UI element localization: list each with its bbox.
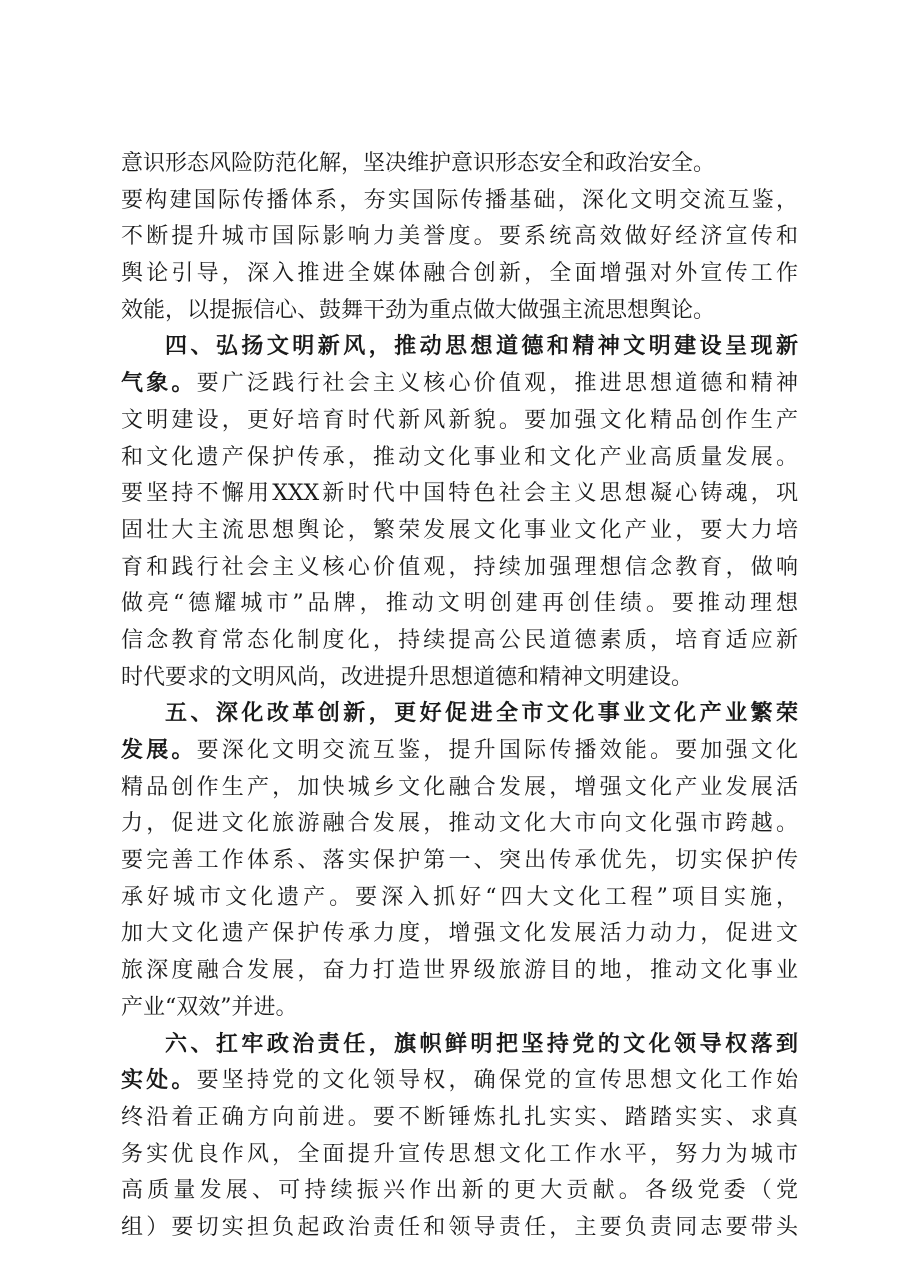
line-text: 力，促进文化旅游融合发展，推动文化大市向文化强市跨越。 [121, 811, 798, 837]
body-line [121, 990, 798, 1027]
body-line [121, 1210, 798, 1247]
line-text: 旅深度融合发展，奋力打造世界级旅游目的地，推动文化事业 [121, 958, 798, 984]
section-heading-4: 四、弘扬文明新风，推动思想道德和精神文明建设呈现新 [165, 334, 798, 360]
section-heading-5-end: 发展。 [121, 738, 197, 763]
body-line [121, 660, 798, 697]
body-line [121, 550, 798, 587]
line-text: 固壮大主流思想舆论，繁荣发展文化事业文化产业，要大力培 [121, 517, 798, 543]
body-line [121, 366, 798, 403]
body-line [121, 293, 798, 330]
body-line [121, 219, 798, 256]
body-line [121, 953, 798, 990]
line-text: 和文化遗产保护传承，推动文化事业和文化产业高质量发展。 [121, 444, 798, 470]
body-line [121, 403, 798, 440]
line-text: 育和践行社会主义核心价值观，持续加强理想信念教育，做响 [121, 554, 798, 580]
body-line [121, 733, 798, 770]
line-text: 要完善工作体系、落实保护第一、突出传承优先，切实保护传 [121, 848, 798, 874]
line-text: 加大文化遗产保护传承力度，增强文化发展活力动力，促进文 [121, 921, 798, 947]
document-page [121, 146, 798, 1247]
line-text: 时代要求的文明风尚，改进提升思想道德和精神文明建设。 [121, 664, 694, 690]
body-line [121, 1063, 798, 1100]
line-text: 要坚持不懈用XXX新时代中国特色社会主义思想凝心铸魂，巩 [121, 481, 798, 507]
line-text: 要广泛践行社会主义核心价值观，推进思想道德和精神 [196, 371, 798, 397]
line-text: 组）要切实担负起政治责任和领导责任，主要负责同志要带头 [121, 1214, 798, 1240]
line-text: 要构建国际传播体系，夯实国际传播基础，深化文明交流互鉴， [121, 187, 798, 213]
section-heading-5: 五、深化改革创新，更好促进全市文化事业文化产业繁荣 [165, 701, 798, 727]
line-text: 要坚持党的文化领导权，确保党的宣传思想文化工作始 [196, 1068, 798, 1094]
line-text: 务实优良作风，全面提升宣传思想文化工作水平，努力为城市 [121, 1141, 798, 1167]
section-heading-line [121, 329, 798, 366]
body-line [121, 476, 798, 513]
line-text: 承好城市文化遗产。要深入抓好“四大文化工程”项目实施， [121, 884, 798, 910]
body-line [121, 1100, 798, 1137]
body-line [121, 806, 798, 843]
line-text: 舆论引导，深入推进全媒体融合创新，全面增强对外宣传工作 [121, 261, 798, 287]
section-heading-line [121, 1027, 798, 1064]
body-line [121, 623, 798, 660]
line-text: 终沿着正确方向前进。要不断锤炼扎扎实实、踏踏实实、求真 [121, 1104, 798, 1130]
body-line [121, 916, 798, 953]
body-line [121, 1173, 798, 1210]
section-heading-4-end: 气象。 [121, 371, 197, 397]
line-text: 产业“双效”并进。 [121, 994, 298, 1020]
line-text: 不断提升城市国际影响力美誉度。要系统高效做好经济宣传和 [121, 224, 798, 250]
line-text: 要深化文明交流互鉴，提升国际传播效能。要加强文化 [196, 738, 798, 763]
body-line [121, 146, 798, 183]
body-line [121, 513, 798, 550]
line-text: 做亮“德耀城市”品牌，推动文明创建再创佳绩。要推动理想 [121, 591, 798, 617]
line-text: 高质量发展、可持续振兴作出新的更大贡献。各级党委（党 [121, 1178, 798, 1204]
body-line [121, 183, 798, 220]
line-text: 精品创作生产，加快城乡文化融合发展，增强文化产业发展活 [121, 774, 798, 800]
body-line [121, 440, 798, 477]
line-text: 文明建设，更好培育时代新风新貌。要加强文化精品创作生产 [121, 407, 798, 433]
body-line [121, 1137, 798, 1174]
body-line [121, 256, 798, 293]
section-heading-6: 六、扛牢政治责任，旗帜鲜明把坚持党的文化领导权落到 [165, 1031, 798, 1057]
line-text: 意识形态风险防范化解，坚决维护意识形态安全和政治安全。 [121, 151, 716, 176]
body-line [121, 770, 798, 807]
section-heading-6-end: 实处。 [121, 1068, 197, 1094]
line-text: 信念教育常态化制度化，持续提高公民道德素质，培育适应新 [121, 627, 798, 653]
line-text: 效能，以提振信心、鼓舞干劲为重点做大做强主流思想舆论。 [121, 297, 716, 323]
section-heading-line [121, 696, 798, 733]
body-line [121, 880, 798, 917]
body-line [121, 586, 798, 623]
body-line [121, 843, 798, 880]
